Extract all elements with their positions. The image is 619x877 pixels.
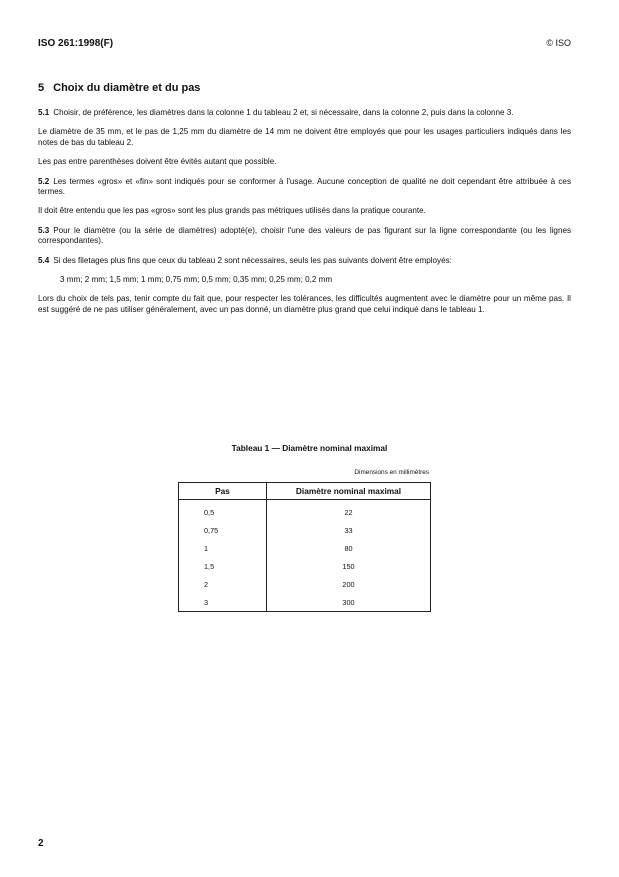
table-title: Tableau 1 — Diamètre nominal maximal <box>231 443 388 453</box>
table-row <box>179 557 431 575</box>
paragraph-text: Les termes «gros» et «fin» sont indiqués pour se conformer à l'usage. Aucune conception de qualité ne doit cependant être attribuée à ces termes. <box>38 176 571 197</box>
diameter-cell: 150 <box>342 561 355 571</box>
pitch-cell: 3 <box>179 593 267 612</box>
section-heading <box>38 82 571 94</box>
paragraph-5-4 <box>38 256 571 266</box>
section-number: 5 <box>38 82 45 94</box>
paragraph-text: 3 mm; 2 mm; 1,5 mm; 1 mm; 0,75 mm; 0,5 mm; 0,35 mm; 0,25 mm; 0,2 mm <box>60 275 333 285</box>
diameter-cell: 300 <box>342 597 355 607</box>
clause-number: 5.1 <box>38 108 50 117</box>
paragraph-text: Pour le diamètre (ou la série de diamètres) adopté(e), choisir l'une des valeurs de pas figurant sur la ligne correspondante (ou les lignes correspondantes). <box>38 225 571 246</box>
paragraph <box>38 127 571 148</box>
paragraph <box>38 206 571 216</box>
copyright-notice: © ISO <box>546 38 571 48</box>
diameter-cell: 80 <box>344 543 353 553</box>
pitch-cell: 2 <box>179 575 267 593</box>
pitch-cell: 1,5 <box>179 557 267 575</box>
table-header-row <box>179 483 431 500</box>
paragraph <box>38 294 571 315</box>
clause-number: 5.2 <box>38 176 50 186</box>
table-row <box>179 500 431 522</box>
page-number: 2 <box>38 838 44 849</box>
paragraph <box>38 157 571 167</box>
pitch-cell: 1 <box>179 539 267 557</box>
diameter-cell: 33 <box>344 525 353 535</box>
section-title: Choix du diamètre et du pas <box>53 82 201 94</box>
page-content <box>38 82 571 324</box>
column-header-diameter: Diamètre nominal maximal <box>267 483 431 500</box>
document-id: ISO 261:1998(F) <box>38 38 114 49</box>
paragraph-5-1 <box>38 108 571 118</box>
clause-number: 5.3 <box>38 225 50 235</box>
paragraph-text: Lors du choix de tels pas, tenir compte du fait que, pour respecter les tolérances, les difficultés augmentent avec le diamètre pour un même pas. Il est suggéré de ne pas utiliser généralement, avec un pas donné, un diamètre plus grand que celui indiqué dans le tableau 1. <box>38 294 571 314</box>
paragraph-text: Si des filetages plus fins que ceux du tableau 2 sont nécessaires, seuls les pas suivants doivent être employés: <box>53 255 452 265</box>
pitch-cell: 0,5 <box>179 500 267 522</box>
table-row <box>179 593 431 612</box>
table-row <box>179 575 431 593</box>
clause-number: 5.4 <box>38 255 50 265</box>
table-units-note: Dimensions en millimètres <box>354 469 429 476</box>
max-diameter-table <box>178 482 431 612</box>
paragraph-text: Choisir, de préférence, les diamètres dans la colonne 1 du tableau 2 et, si nécessaire, dans la colonne 2, puis dans la colonne 3. <box>53 108 514 117</box>
table-row <box>179 539 431 557</box>
paragraph-text: Le diamètre de 35 mm, et le pas de 1,25 mm du diamètre de 14 mm ne doivent être employés que pour les usages particuliers indiqués dans les notes de bas du tableau 2. <box>38 127 571 147</box>
diameter-cell: 22 <box>344 507 353 517</box>
diameter-cell: 200 <box>342 579 355 589</box>
table-row <box>179 521 431 539</box>
column-header-pas: Pas <box>179 483 267 500</box>
paragraph-text: Les pas entre parenthèses doivent être évités autant que possible. <box>38 157 277 167</box>
pitch-list <box>38 275 571 285</box>
pitch-cell: 0,75 <box>179 521 267 539</box>
paragraph-5-2 <box>38 177 571 198</box>
paragraph-5-3 <box>38 226 571 247</box>
paragraph-text: Il doit être entendu que les pas «gros» sont les plus grands pas métriques utilisés dans la pratique courante. <box>38 206 426 216</box>
